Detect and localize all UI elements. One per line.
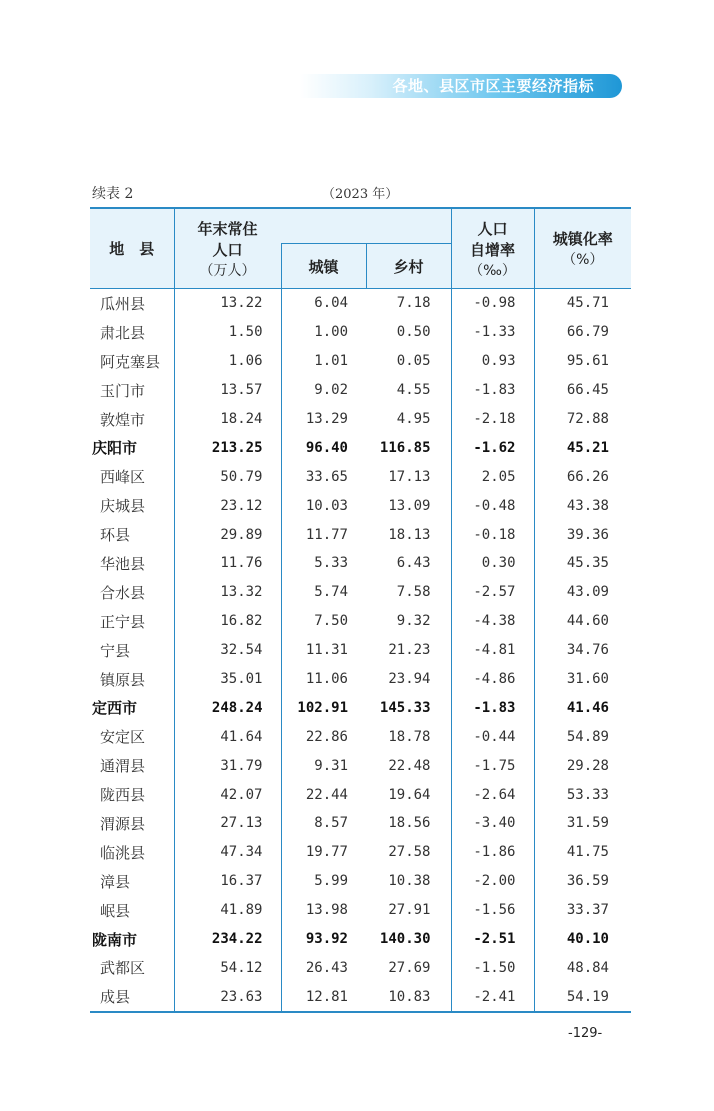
- growth-value: -3.40: [451, 809, 534, 838]
- urban-value: 19.77: [281, 838, 366, 867]
- urbanization-value: 45.35: [534, 549, 631, 578]
- section-title: 各地、县区市区主要经济指标: [392, 77, 594, 95]
- urbanization-value: 29.28: [534, 751, 631, 780]
- urbanization-value: 95.61: [534, 347, 631, 376]
- rural-value: 19.64: [388, 786, 431, 803]
- population-value: 13.57: [174, 376, 281, 405]
- rural-value: 9.32: [396, 613, 431, 630]
- urban-value: 96.40: [281, 433, 366, 462]
- urbanization-value: 43.09: [534, 578, 631, 607]
- urbanization-value: 54.19: [534, 982, 631, 1012]
- table-row: [90, 433, 631, 462]
- region-name: 岷县: [100, 901, 131, 920]
- section-banner: [300, 74, 622, 98]
- growth-value: -1.50: [451, 953, 534, 982]
- population-value: 13.32: [174, 578, 281, 607]
- population-value: 27.13: [174, 809, 281, 838]
- table-row: [90, 405, 631, 434]
- urban-value: 9.02: [281, 376, 366, 405]
- population-value: 11.76: [174, 549, 281, 578]
- population-value: 248.24: [174, 693, 281, 722]
- header-population: 年末常住 人口 （万人）: [174, 208, 281, 289]
- population-value: 213.25: [174, 433, 281, 462]
- rural-value: 22.48: [388, 757, 431, 774]
- rural-value: 27.91: [388, 902, 431, 919]
- rural-value: 27.69: [388, 959, 431, 976]
- header-urbanization: 城镇化率 （%）: [534, 208, 631, 289]
- region-name: 宁县: [100, 641, 131, 660]
- rural-value: 17.13: [388, 468, 431, 485]
- growth-value: -1.62: [451, 433, 534, 462]
- region-name: 玉门市: [100, 381, 146, 400]
- growth-value: 2.05: [451, 462, 534, 491]
- page-number: -129-: [568, 1026, 603, 1041]
- population-value: 234.22: [174, 925, 281, 954]
- table-row: [90, 462, 631, 491]
- urban-value: 33.65: [281, 462, 366, 491]
- urban-value: 11.06: [281, 665, 366, 694]
- urbanization-value: 54.89: [534, 722, 631, 751]
- table-row: [90, 636, 631, 665]
- population-value: 42.07: [174, 780, 281, 809]
- table-row: [90, 925, 631, 954]
- growth-value: -2.00: [451, 867, 534, 896]
- region-name: 敦煌市: [100, 410, 146, 429]
- table-row: [90, 751, 631, 780]
- data-table-container: [90, 207, 631, 1013]
- region-name: 临洮县: [100, 843, 146, 862]
- region-name: 肃北县: [100, 323, 146, 342]
- rural-value: 0.05: [396, 353, 431, 370]
- population-value: 32.54: [174, 636, 281, 665]
- urbanization-value: 45.71: [534, 289, 631, 318]
- urban-value: 11.77: [281, 520, 366, 549]
- rural-value: 116.85: [379, 439, 431, 456]
- population-value: 23.63: [174, 982, 281, 1012]
- table-row: [90, 693, 631, 722]
- table-row: [90, 953, 631, 982]
- urban-value: 22.44: [281, 780, 366, 809]
- table-row: [90, 607, 631, 636]
- growth-value: -4.38: [451, 607, 534, 636]
- population-value: 31.79: [174, 751, 281, 780]
- growth-value: -2.41: [451, 982, 534, 1012]
- rural-value: 0.50: [396, 324, 431, 341]
- region-name: 庆城县: [100, 497, 146, 516]
- urban-value: 1.00: [281, 318, 366, 347]
- population-value: 50.79: [174, 462, 281, 491]
- header-region: 地 县: [90, 208, 174, 289]
- growth-value: -2.64: [451, 780, 534, 809]
- population-value: 23.12: [174, 491, 281, 520]
- growth-value: -0.98: [451, 289, 534, 318]
- rural-value: 23.94: [388, 671, 431, 688]
- population-value: 47.34: [174, 838, 281, 867]
- rural-value: 145.33: [379, 699, 431, 716]
- region-name: 环县: [100, 526, 131, 545]
- urban-value: 13.98: [281, 896, 366, 925]
- rural-value: 10.38: [388, 873, 431, 890]
- growth-value: -1.83: [451, 376, 534, 405]
- urbanization-value: 66.45: [534, 376, 631, 405]
- growth-value: -1.33: [451, 318, 534, 347]
- region-name: 阿克塞县: [100, 352, 161, 371]
- growth-value: -4.81: [451, 636, 534, 665]
- urbanization-value: 34.76: [534, 636, 631, 665]
- population-value: 41.64: [174, 722, 281, 751]
- region-name: 瓜州县: [100, 294, 146, 313]
- header-rural: 乡村: [366, 244, 451, 289]
- table-row: [90, 665, 631, 694]
- urbanization-value: 31.60: [534, 665, 631, 694]
- urban-value: 5.99: [281, 867, 366, 896]
- growth-value: -4.86: [451, 665, 534, 694]
- growth-value: -0.18: [451, 520, 534, 549]
- urbanization-value: 45.21: [534, 433, 631, 462]
- table-row: [90, 549, 631, 578]
- growth-value: -1.75: [451, 751, 534, 780]
- region-name: 安定区: [100, 728, 146, 747]
- header-growth: 人口 自增率 （‰）: [451, 208, 534, 289]
- rural-value: 18.56: [388, 815, 431, 832]
- urban-value: 5.74: [281, 578, 366, 607]
- urban-value: 6.04: [281, 289, 366, 318]
- population-value: 13.22: [174, 289, 281, 318]
- urban-value: 93.92: [281, 925, 366, 954]
- rural-value: 4.55: [396, 382, 431, 399]
- rural-value: 7.58: [396, 584, 431, 601]
- urbanization-value: 48.84: [534, 953, 631, 982]
- urban-value: 1.01: [281, 347, 366, 376]
- region-name: 庆阳市: [92, 439, 138, 458]
- population-value: 29.89: [174, 520, 281, 549]
- growth-value: -0.48: [451, 491, 534, 520]
- population-value: 1.50: [174, 318, 281, 347]
- urbanization-value: 66.26: [534, 462, 631, 491]
- urbanization-value: 41.46: [534, 693, 631, 722]
- urbanization-value: 36.59: [534, 867, 631, 896]
- rural-value: 10.83: [366, 982, 451, 1012]
- table-header: [90, 208, 631, 289]
- table-body: [90, 289, 631, 1013]
- table-row: [90, 376, 631, 405]
- table-row: [90, 318, 631, 347]
- region-name: 镇原县: [100, 670, 146, 689]
- rural-value: 6.43: [396, 555, 431, 572]
- urbanization-value: 72.88: [534, 405, 631, 434]
- region-name: 通渭县: [100, 757, 146, 776]
- region-name: 正宁县: [100, 612, 146, 631]
- data-table: [90, 207, 631, 1013]
- table-row: [90, 867, 631, 896]
- population-value: 54.12: [174, 953, 281, 982]
- urban-value: 9.31: [281, 751, 366, 780]
- table-row: [90, 838, 631, 867]
- population-value: 41.89: [174, 896, 281, 925]
- urban-value: 26.43: [281, 953, 366, 982]
- urban-value: 7.50: [281, 607, 366, 636]
- growth-value: -2.18: [451, 405, 534, 434]
- urbanization-value: 33.37: [534, 896, 631, 925]
- growth-value: -2.57: [451, 578, 534, 607]
- population-value: 16.37: [174, 867, 281, 896]
- rural-value: 21.23: [388, 642, 431, 659]
- urban-value: 8.57: [281, 809, 366, 838]
- urbanization-value: 66.79: [534, 318, 631, 347]
- growth-value: -1.86: [451, 838, 534, 867]
- urbanization-value: 43.38: [534, 491, 631, 520]
- population-value: 1.06: [174, 347, 281, 376]
- population-value: 35.01: [174, 665, 281, 694]
- growth-value: -1.56: [451, 896, 534, 925]
- urban-value: 22.86: [281, 722, 366, 751]
- urban-value: 5.33: [281, 549, 366, 578]
- urban-value: 10.03: [281, 491, 366, 520]
- rural-value: 27.58: [388, 844, 431, 861]
- table-row: [90, 722, 631, 751]
- urban-value: 12.81: [281, 982, 366, 1012]
- urban-value: 11.31: [281, 636, 366, 665]
- rural-value: 13.09: [388, 497, 431, 514]
- region-name: 渭源县: [100, 814, 146, 833]
- table-row: [90, 982, 631, 1012]
- urbanization-value: 53.33: [534, 780, 631, 809]
- rural-value: 7.18: [396, 295, 431, 312]
- header-urban: 城镇: [281, 244, 366, 289]
- table-row: [90, 520, 631, 549]
- region-name: 西峰区: [100, 468, 146, 487]
- region-name: 武都区: [100, 959, 146, 978]
- table-row: [90, 809, 631, 838]
- header-population-split: [281, 208, 451, 244]
- urban-value: 102.91: [281, 693, 366, 722]
- urbanization-value: 40.10: [534, 925, 631, 954]
- urbanization-value: 39.36: [534, 520, 631, 549]
- urbanization-value: 41.75: [534, 838, 631, 867]
- population-value: 18.24: [174, 405, 281, 434]
- urbanization-value: 31.59: [534, 809, 631, 838]
- region-name: 陇南市: [92, 930, 138, 949]
- growth-value: -2.51: [451, 925, 534, 954]
- rural-value: 18.13: [388, 526, 431, 543]
- population-value: 16.82: [174, 607, 281, 636]
- region-name: 定西市: [92, 699, 138, 718]
- rural-value: 18.78: [388, 728, 431, 745]
- rural-value: 140.30: [379, 931, 431, 948]
- table-row: [90, 896, 631, 925]
- table-row: [90, 347, 631, 376]
- table-year: （2023 年）: [322, 187, 399, 202]
- region-name: 合水县: [100, 583, 146, 602]
- region-name: 陇西县: [100, 786, 146, 805]
- growth-value: 0.93: [451, 347, 534, 376]
- rural-value: 4.95: [396, 411, 431, 427]
- table-row: [90, 578, 631, 607]
- urban-value: 13.29: [281, 405, 366, 434]
- table-caption: 续表 2: [92, 186, 134, 202]
- region-name: 成县: [90, 982, 174, 1012]
- growth-value: -0.44: [451, 722, 534, 751]
- region-name: 华池县: [100, 554, 146, 573]
- growth-value: -1.83: [451, 693, 534, 722]
- urbanization-value: 44.60: [534, 607, 631, 636]
- table-row: [90, 780, 631, 809]
- region-name: 漳县: [100, 872, 131, 891]
- table-row: [90, 289, 631, 318]
- table-row: [90, 491, 631, 520]
- growth-value: 0.30: [451, 549, 534, 578]
